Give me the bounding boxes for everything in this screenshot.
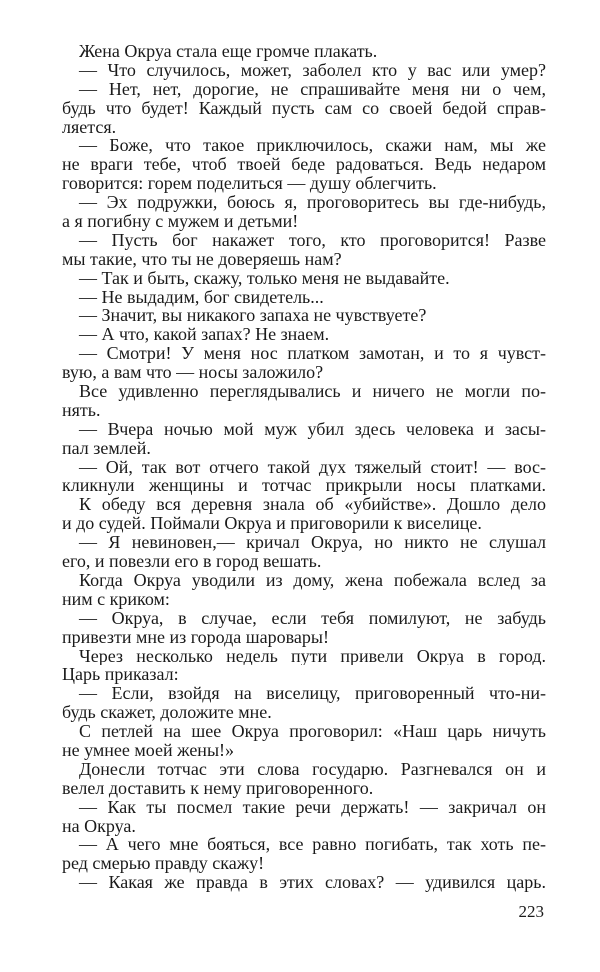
text-line: — А что, какой запах? Не знаем. bbox=[79, 324, 330, 345]
text-line: и до судей. Поймали Окруа и приговорили к виселице. bbox=[62, 513, 482, 534]
text-line: на Окруа. bbox=[62, 815, 136, 836]
text-line: Жена Окруа стала еще громче плакать. bbox=[79, 41, 378, 61]
text-line: — Боже, что такое приключилось, скажи нам, мы же bbox=[79, 136, 546, 156]
text-line: не умнее моей жены!» bbox=[62, 739, 235, 760]
text-line: Царь приказал: bbox=[62, 664, 179, 685]
text-line: — Ой, так вот отчего такой дух тяжелый стоит! — вос- bbox=[79, 457, 546, 477]
text-line: его, и повезли его в город вешать. bbox=[62, 551, 322, 572]
text-line: ляется. bbox=[62, 116, 117, 137]
text-line: а я погибну с мужем и детьми! bbox=[62, 211, 299, 232]
text-line: — Окруа, в случае, если тебя помилуют, не забудь bbox=[79, 608, 546, 628]
text-line: — Эх подружки, боюсь я, проговоритесь вы где-нибудь, bbox=[79, 193, 546, 213]
text-line: — Нет, нет, дорогие, не спрашивайте меня ни о чем, bbox=[79, 79, 546, 99]
text-line: — А чего мне бояться, все равно погибать, так хоть пе- bbox=[79, 835, 546, 855]
page-body-text bbox=[62, 42, 546, 892]
text-line: — Как ты посмел такие речи держать! — закричал он bbox=[79, 797, 546, 817]
text-line: привезти мне из города шаровары! bbox=[62, 626, 329, 647]
text-line: говорится: горем поделиться — душу облегчить. bbox=[62, 173, 437, 194]
text-line: — Не выдадим, бог свидетель... bbox=[79, 286, 324, 307]
text-line: велел доставить к нему приговоренного. bbox=[62, 777, 374, 798]
text-line: Все удивленно переглядывались и ничего не могли по- bbox=[79, 382, 546, 401]
text-line: С петлей на шее Окруа проговорил: «Наш царь ничуть bbox=[79, 722, 546, 741]
text-line: — Я невиновен,— кричал Окруа, но никто не слушал bbox=[79, 533, 546, 553]
text-line: — Так и быть, скажу, только меня не выдавайте. bbox=[79, 267, 450, 288]
text-line: — Значит, вы никакого запаха не чувствуете? bbox=[79, 305, 427, 326]
text-line: ним с криком: bbox=[62, 588, 170, 609]
text-line: Когда Окруа уводили из дому, жена побежала вслед за bbox=[79, 570, 546, 590]
text-line: К обеду вся деревня знала об «убийстве». Дошло дело bbox=[79, 495, 546, 515]
text-line: — Вчера ночью мой муж убил здесь человека и засы- bbox=[79, 419, 546, 439]
text-line: — Какая же правда в этих словах? — удивился царь. bbox=[79, 873, 546, 893]
text-line: нять. bbox=[62, 399, 101, 420]
text-line: — Смотри! У меня нос платком замотан, и то я чувст- bbox=[79, 344, 546, 364]
text-line: вую, а вам что — носы заложило? bbox=[62, 362, 324, 383]
text-line: будь скажет, доложите мне. bbox=[62, 702, 272, 723]
page-number: 223 bbox=[518, 902, 544, 921]
text-line: — Если, взойдя на виселицу, приговоренный что-ни- bbox=[79, 684, 546, 704]
text-line: мы такие, что ты не доверяешь нам? bbox=[62, 248, 342, 269]
text-line: не враги тебе, чтоб твоей беде радоваться. Ведь недаром bbox=[62, 155, 546, 175]
text-line: пал землей. bbox=[62, 437, 151, 458]
text-line: Донесли тотчас эти слова государю. Разгневался он и bbox=[79, 759, 546, 779]
text-line: будь что будет! Каждый пусть сам со своей бедой справ- bbox=[62, 98, 546, 118]
text-line: кликнули женщины и тотчас прикрыли носы платками. bbox=[62, 476, 546, 496]
text-line: — Пусть бог накажет того, кто проговорится! Разве bbox=[79, 230, 546, 250]
text-line: — Что случилось, может, заболел кто у вас или умер? bbox=[79, 60, 546, 80]
text-line: Через несколько недель пути привели Окруа в город. bbox=[79, 646, 546, 666]
text-line: ред смерью правду скажу! bbox=[62, 853, 265, 874]
